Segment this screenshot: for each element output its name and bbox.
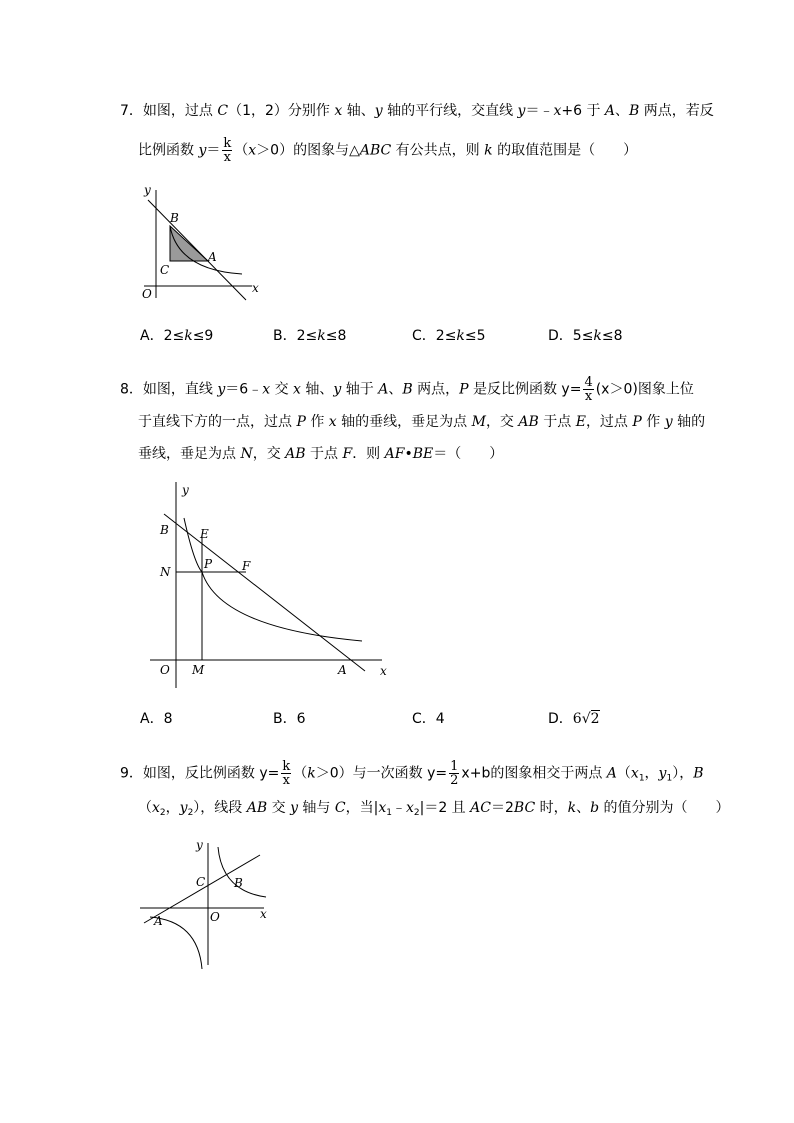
q7-label-a: A <box>208 250 217 264</box>
q9-label-o: O <box>210 910 220 924</box>
q8-label-p: P <box>204 557 213 571</box>
q7-line2: 比例函数 y＝ $\frac{k}{x}$ （x＞0）的图象与△ABC 有公共点，则 k 的取值范围是（ ） <box>138 136 638 165</box>
q8-line3: 垂线，垂足为点 N，交 AB 于点 F．则 AF•BE＝（ ） <box>138 446 504 462</box>
q8-label-n: N <box>160 565 171 579</box>
q7-label-o: O <box>142 287 152 301</box>
q9-fraction-k: $\frac{k}{x}$ <box>282 759 291 788</box>
radical-icon: √ <box>581 711 591 727</box>
q7-figure <box>130 178 270 308</box>
q9-label-y: y <box>196 838 203 852</box>
q8-label-o: O <box>160 663 170 677</box>
q8-figure <box>150 478 400 683</box>
q7-label-x: x <box>252 281 259 295</box>
q8-fraction: $\frac{4}{x}$ <box>584 375 593 404</box>
q8-label-f: F <box>242 559 251 573</box>
q7-line-ab <box>148 200 246 300</box>
q8-label-m: M <box>192 663 205 677</box>
q9-label-x: x <box>260 907 267 921</box>
q8-label-b: B <box>160 523 169 537</box>
q8-option-a[interactable]: A．8 <box>140 711 173 727</box>
q9-line2: （$x_2$，$y_2$），线段 AB 交 y 轴与 C，当$|x_1﹣x_2|=2$ 且 AC＝2BC 时，k、b 的值分别为（ ） <box>138 800 730 818</box>
q8-line2: 于直线下方的一点，过点 P 作 x 轴的垂线，垂足为点 M，交 AB 于点 E，过点 P 作 y 轴的 <box>138 414 706 430</box>
q7-line1: 7．如图，过点 C（1，2）分别作 x 轴、y 轴的平行线，交直线 y＝﹣x+6 于 A、B 两点，若反 <box>120 103 714 119</box>
q8-label-a: A <box>338 663 347 677</box>
q8-option-b[interactable]: B．6 <box>273 711 306 727</box>
q7-label-y: y <box>144 183 151 197</box>
q8-option-d[interactable]: D．6√2 <box>548 711 600 727</box>
q7-fraction: $\frac{k}{x}$ <box>223 136 232 165</box>
q7-option-b[interactable]: B．2≤k≤8 <box>273 328 347 344</box>
q7-option-c[interactable]: C．2≤k≤5 <box>412 328 486 344</box>
q7-option-d[interactable]: D．5≤k≤8 <box>548 328 623 344</box>
radicand: 2 <box>590 711 600 727</box>
q9-figure <box>140 835 280 975</box>
q8-line1: 8．如图，直线 y＝6﹣x 交 x 轴、y 轴于 A、B 两点，P 是反比例函数 y= $\frac{4}{x}$ (x＞0)图象上位 <box>120 375 694 404</box>
q9-line1: 9．如图，反比例函数 y= $\frac{k}{x}$ （k＞0）与一次函数 y= $\frac{1}{2}$ x+b的图象相交于两点 $A(x_1$，$y_1$），B <box>120 759 704 788</box>
q7-option-a[interactable]: A．2≤k≤9 <box>140 328 214 344</box>
q9-label-a: A <box>154 914 163 928</box>
q9-fraction-half: $\frac{1}{2}$ <box>450 759 459 788</box>
q8-option-c[interactable]: C．4 <box>412 711 445 727</box>
q8-line-ab <box>164 514 365 671</box>
q9-label-b: B <box>234 876 243 890</box>
q8-hyperbola <box>184 518 362 641</box>
q9-label-c: C <box>196 875 206 889</box>
q7-label-b: B <box>170 211 179 225</box>
q8-label-x: x <box>380 664 387 678</box>
q7-label-c: C <box>160 263 170 277</box>
q8-label-e: E <box>200 527 209 541</box>
q8-label-y: y <box>182 483 189 497</box>
